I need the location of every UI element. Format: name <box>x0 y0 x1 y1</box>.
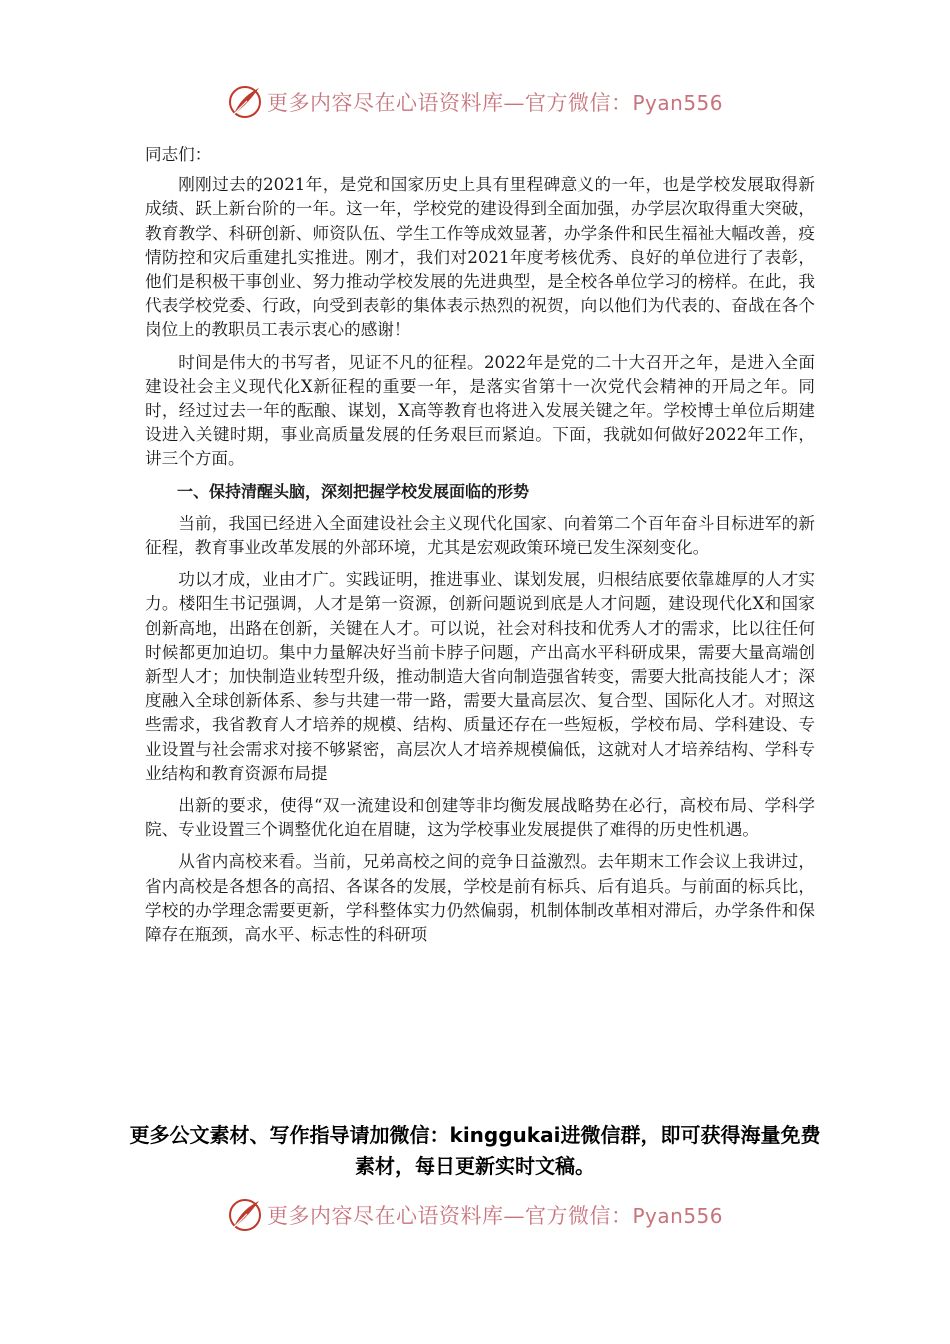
paragraph: 当前，我国已经进入全面建设社会主义现代化国家、向着第二个百年奋斗目标进军的新征程，教育事业改革发展的外部环境，尤其是宏观政策环境已发生深刻变化。 <box>145 513 815 558</box>
paragraph: 从省内高校来看。当前，兄弟高校之间的竞争日益激烈。去年期末工作会议上我讲过，省内高校是各想各的高招、各谋各的发展，学校是前有标兵、后有追兵。与前面的标兵比，学校的办学理念需要更新，学科整体实力仍然偏弱，机制体制改革相对滞后，办学条件和保障存在瓶颈，高水平、标志性的科研项 <box>145 852 815 945</box>
footer-wechat-id: Pyan556 <box>632 1204 723 1228</box>
footer-banner <box>0 1195 950 1235</box>
paragraph: 刚刚过去的2021年，是党和国家历史上具有里程碑意义的一年，也是学校发展取得新成绩、跃上新台阶的一年。这一年，学校党的建设得到全面加强，办学层次取得重大突破，教育教学、科研创新、师资队伍、学生工作等成效显著，办学条件和民生福祉大幅改善，疫情防控和灾后重建扎实推进。刚才，我们对2021年度考核优秀、良好的单位进行了表彰，他们是积极干事创业、努力推动学校发展的先进典型，是全校各单位学习的榜样。在此，我代表学校党委、行政，向受到表彰的集体表示热烈的祝贺，向以他们为代表的、奋战在各个岗位上的教职员工表示衷心的感谢！ <box>145 175 815 340</box>
header-banner <box>0 82 950 122</box>
promo-notice: 更多公文素材、写作指导请加微信：kinggukai进微信群，即可获得海量免费素材，每日更新实时文稿。 <box>129 1123 821 1178</box>
paragraph: 出新的要求，使得“双一流建设和创建等非均衡发展战略势在必行，高校布局、学科学院、专业设置三个调整优化迫在眉睫，这为学校事业发展提供了难得的历史性机遇。 <box>145 796 815 840</box>
header-wechat-id: Pyan556 <box>632 91 723 115</box>
footer-banner-text: 更多内容尽在心语资料库—官方微信：Pyan556 <box>266 1204 723 1228</box>
header-banner-text: 更多内容尽在心语资料库—官方微信：Pyan556 <box>266 91 723 115</box>
quill-logo-icon <box>227 84 263 120</box>
paragraph: 时间是伟大的书写者，见证不凡的征程。2022年是党的二十大召开之年，是进入全面建设社会主义现代化X新征程的重要一年，是落实省第十一次党代会精神的开局之年。同时，经过过去一年的酝酿、谋划，X高等教育也将进入发展关键之年。学校博士单位后期建设进入关键时期，事业高质量发展的任务艰巨而紧迫。下面，我就如何做好2022年工作，讲三个方面。 <box>145 352 815 469</box>
greeting: 同志们： <box>145 145 212 164</box>
section-heading: 一、保持清醒头脑，深刻把握学校发展面临的形势 <box>177 481 530 501</box>
speech-body <box>145 143 815 955</box>
quill-logo-icon <box>227 1197 263 1233</box>
paragraph: 功以才成，业由才广。实践证明，推进事业、谋划发展，归根结底要依靠雄厚的人才实力。楼阳生书记强调，人才是第一资源，创新问题说到底是人才问题，建设现代化X和国家创新高地，出路在创新，关键在人才。可以说，社会对科技和优秀人才的需求，比以往任何时候都更加迫切。集中力量解决好当前卡脖子问题，产出高水平科研成果，需要大量高端创新型人才；加快制造业转型升级，推动制造大省向制造强省转变，需要大批高技能人才；深度融入全球创新体系、参与共建一带一路，需要大量高层次、复合型、国际化人才。对照这些需求，我省教育人才培养的规模、结构、质量还存在一些短板，学校布局、学科建设、专业设置与社会需求对接不够紧密，高层次人才培养规模偏低，这就对人才培养结构、学科专业结构和教育资源布局提 <box>145 570 815 783</box>
